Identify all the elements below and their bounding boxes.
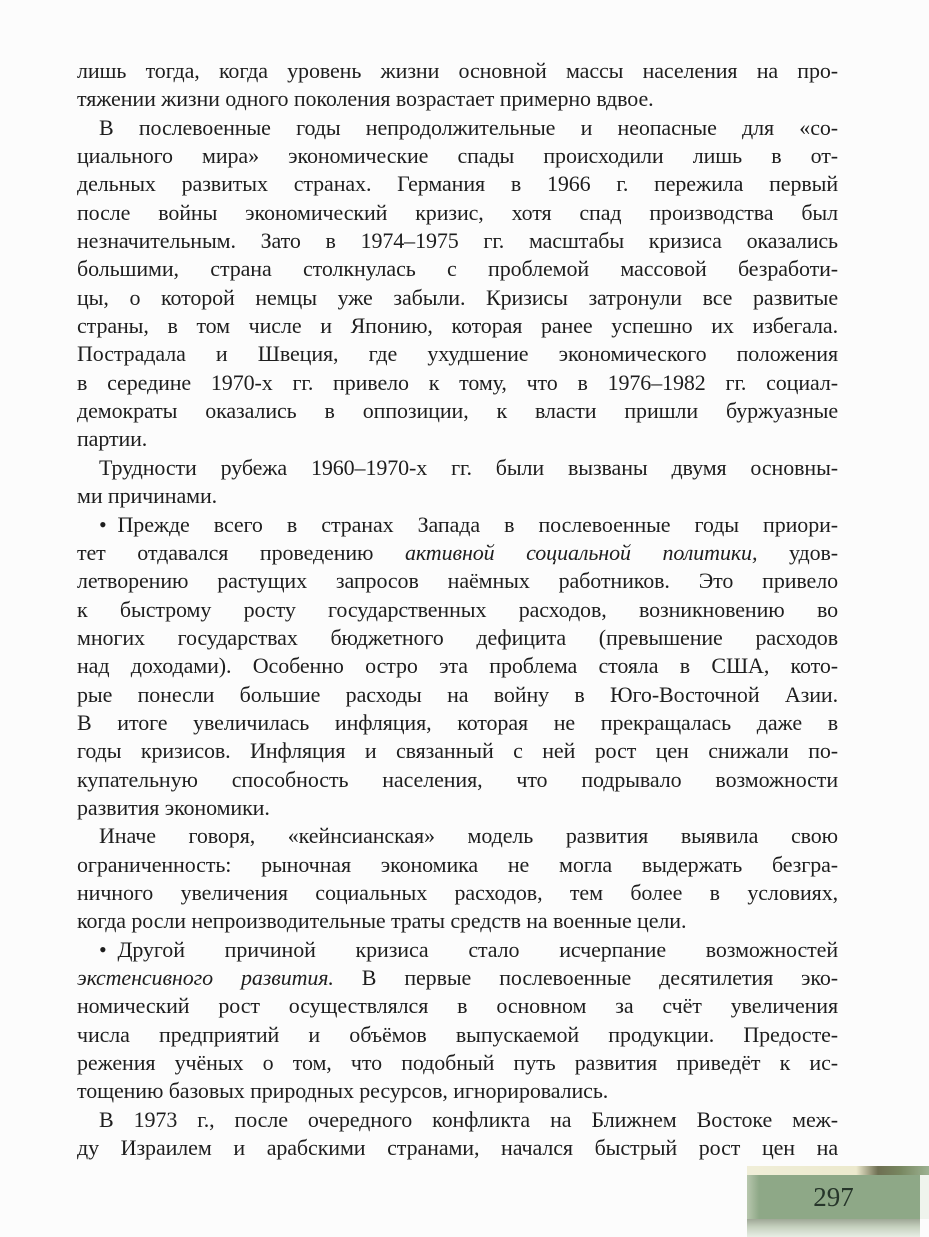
text-segment: незначительным. Зато в 1974–1975 гг. масштабы кризиса оказались xyxy=(77,228,838,254)
text-segment: номический рост осуществлялся в основном за счёт увеличения xyxy=(77,993,838,1019)
text-segment: лишь тогда, когда уровень жизни основной массы населения на про- xyxy=(77,58,838,83)
text-segment: ду Израилем и арабскими странами, начался быстрый рост цен на xyxy=(77,1135,838,1161)
text-line xyxy=(77,794,838,822)
text-segment: Иначе говоря, «кейнсианская» модель развития выявила свою xyxy=(99,823,838,849)
page-number-box xyxy=(747,1175,920,1219)
text-segment: в середине 1970-х гг. привело к тому, что в 1976–1982 гг. социал- xyxy=(77,369,838,395)
footer-top-band xyxy=(747,1166,929,1175)
text-segment: В послевоенные годы непродолжительные и неопасные для «со- xyxy=(99,114,838,140)
article xyxy=(77,57,838,1162)
text-line xyxy=(77,199,838,227)
text-segment: многих государствах бюджетного дефицита (превышение расходов xyxy=(77,624,838,650)
text-line xyxy=(77,907,838,935)
text-line xyxy=(77,709,838,737)
text-line xyxy=(77,936,838,964)
text-segment: партии. xyxy=(77,426,148,452)
text-line xyxy=(77,340,838,368)
footer-fade-band xyxy=(747,1219,920,1237)
text-segment: к быстрому росту государственных расходов, возникновению во xyxy=(77,596,838,622)
text-line xyxy=(77,482,838,510)
text-line xyxy=(77,1106,838,1134)
text-line xyxy=(77,369,838,397)
text-line xyxy=(77,624,838,652)
text-line xyxy=(77,766,838,794)
text-line xyxy=(77,879,838,907)
text-segment: В 1973 г., после очередного конфликта на Ближнем Востоке меж- xyxy=(99,1106,838,1132)
text-line xyxy=(77,992,838,1020)
text-segment: цы, о которой немцы уже забыли. Кризисы затронули все развитые xyxy=(77,284,838,310)
text-segment: В первые послевоенные десятилетия эко- xyxy=(333,965,838,990)
text-segment: летворению растущих запросов наёмных работников. Это привело xyxy=(77,568,838,594)
text-segment: числа предприятий и объёмов выпускаемой продукции. Предосте- xyxy=(77,1021,838,1047)
footer-main-row xyxy=(747,1175,929,1219)
text-line xyxy=(77,567,838,595)
text-segment: ограниченность: рыночная экономика не могла выдержать безгра- xyxy=(77,851,838,877)
text-segment: купательную способность населения, что подрывало возможности xyxy=(77,766,838,792)
page-number: 297 xyxy=(813,1181,854,1212)
italic-text-segment: экстенсивного развития. xyxy=(77,965,334,990)
text-line xyxy=(77,737,838,765)
text-segment: тяжении жизни одного поколения возрастает примерно вдвое. xyxy=(77,86,654,112)
text-line xyxy=(77,822,838,850)
text-segment: рые понесли большие расходы на войну в Юго-Восточной Азии. xyxy=(77,681,838,707)
text-segment: над доходами). Особенно остро эта проблема стояла в США, кото- xyxy=(77,653,838,679)
text-line xyxy=(77,511,838,539)
text-line xyxy=(77,851,838,879)
text-line xyxy=(77,114,838,142)
text-segment: циального мира» экономические спады происходили лишь в от- xyxy=(77,143,838,169)
text-line xyxy=(77,397,838,425)
text-line xyxy=(77,85,838,113)
text-line xyxy=(77,964,838,992)
text-line xyxy=(77,425,838,453)
text-segment: после войны экономический кризис, хотя спад производства был xyxy=(77,199,838,225)
text-line xyxy=(77,652,838,680)
text-segment: В итоге увеличилась инфляция, которая не прекращалась даже в xyxy=(77,709,838,735)
text-segment: ничного увеличения социальных расходов, тем более в условиях, xyxy=(77,879,838,905)
text-line xyxy=(77,1021,838,1049)
text-segment: тощению базовых природных ресурсов, игнорировались. xyxy=(77,1078,609,1104)
text-line xyxy=(77,284,838,312)
text-line xyxy=(77,312,838,340)
italic-text-segment: активной социальной политики, xyxy=(405,539,758,565)
text-segment: удов- xyxy=(757,539,838,565)
text-line xyxy=(77,142,838,170)
text-line xyxy=(77,454,838,482)
text-segment: • Другой причиной кризиса стало исчерпание возможностей xyxy=(99,936,838,962)
text-line xyxy=(77,255,838,283)
text-segment: развития экономики. xyxy=(77,794,270,820)
text-segment: когда росли непроизводительные траты средств на военные цели. xyxy=(77,908,687,934)
text-line xyxy=(77,1134,838,1162)
text-segment: ми причинами. xyxy=(77,483,218,509)
text-line xyxy=(77,1077,838,1105)
text-line xyxy=(77,57,838,85)
text-segment: дельных развитых странах. Германия в 1966 г. пережила первый xyxy=(77,171,838,197)
page-footer xyxy=(747,1166,929,1237)
text-line xyxy=(77,681,838,709)
text-line xyxy=(77,539,838,567)
text-segment: годы кризисов. Инфляция и связанный с ней рост цен снижали по- xyxy=(77,738,838,764)
text-segment: Пострадала и Швеция, где ухудшение экономического положения xyxy=(77,341,838,367)
text-segment: демократы оказались в оппозиции, к власти пришли буржуазные xyxy=(77,398,838,424)
text-segment: • Прежде всего в странах Запада в послевоенные годы приори- xyxy=(99,511,838,537)
text-segment: страны, в том числе и Японию, которая ранее успешно их избегала. xyxy=(77,313,838,339)
text-line xyxy=(77,1049,838,1077)
text-line xyxy=(77,170,838,198)
text-segment: тет отдавался проведению xyxy=(77,539,405,565)
text-segment: режения учёных о том, что подобный путь развития приведёт к ис- xyxy=(77,1050,838,1076)
text-segment: Трудности рубежа 1960–1970-х гг. были вызваны двумя основны- xyxy=(99,454,838,480)
text-line xyxy=(77,596,838,624)
footer-right-sliver xyxy=(920,1175,929,1219)
text-segment: большими, страна столкнулась с проблемой массовой безработи- xyxy=(77,256,838,282)
text-line xyxy=(77,227,838,255)
